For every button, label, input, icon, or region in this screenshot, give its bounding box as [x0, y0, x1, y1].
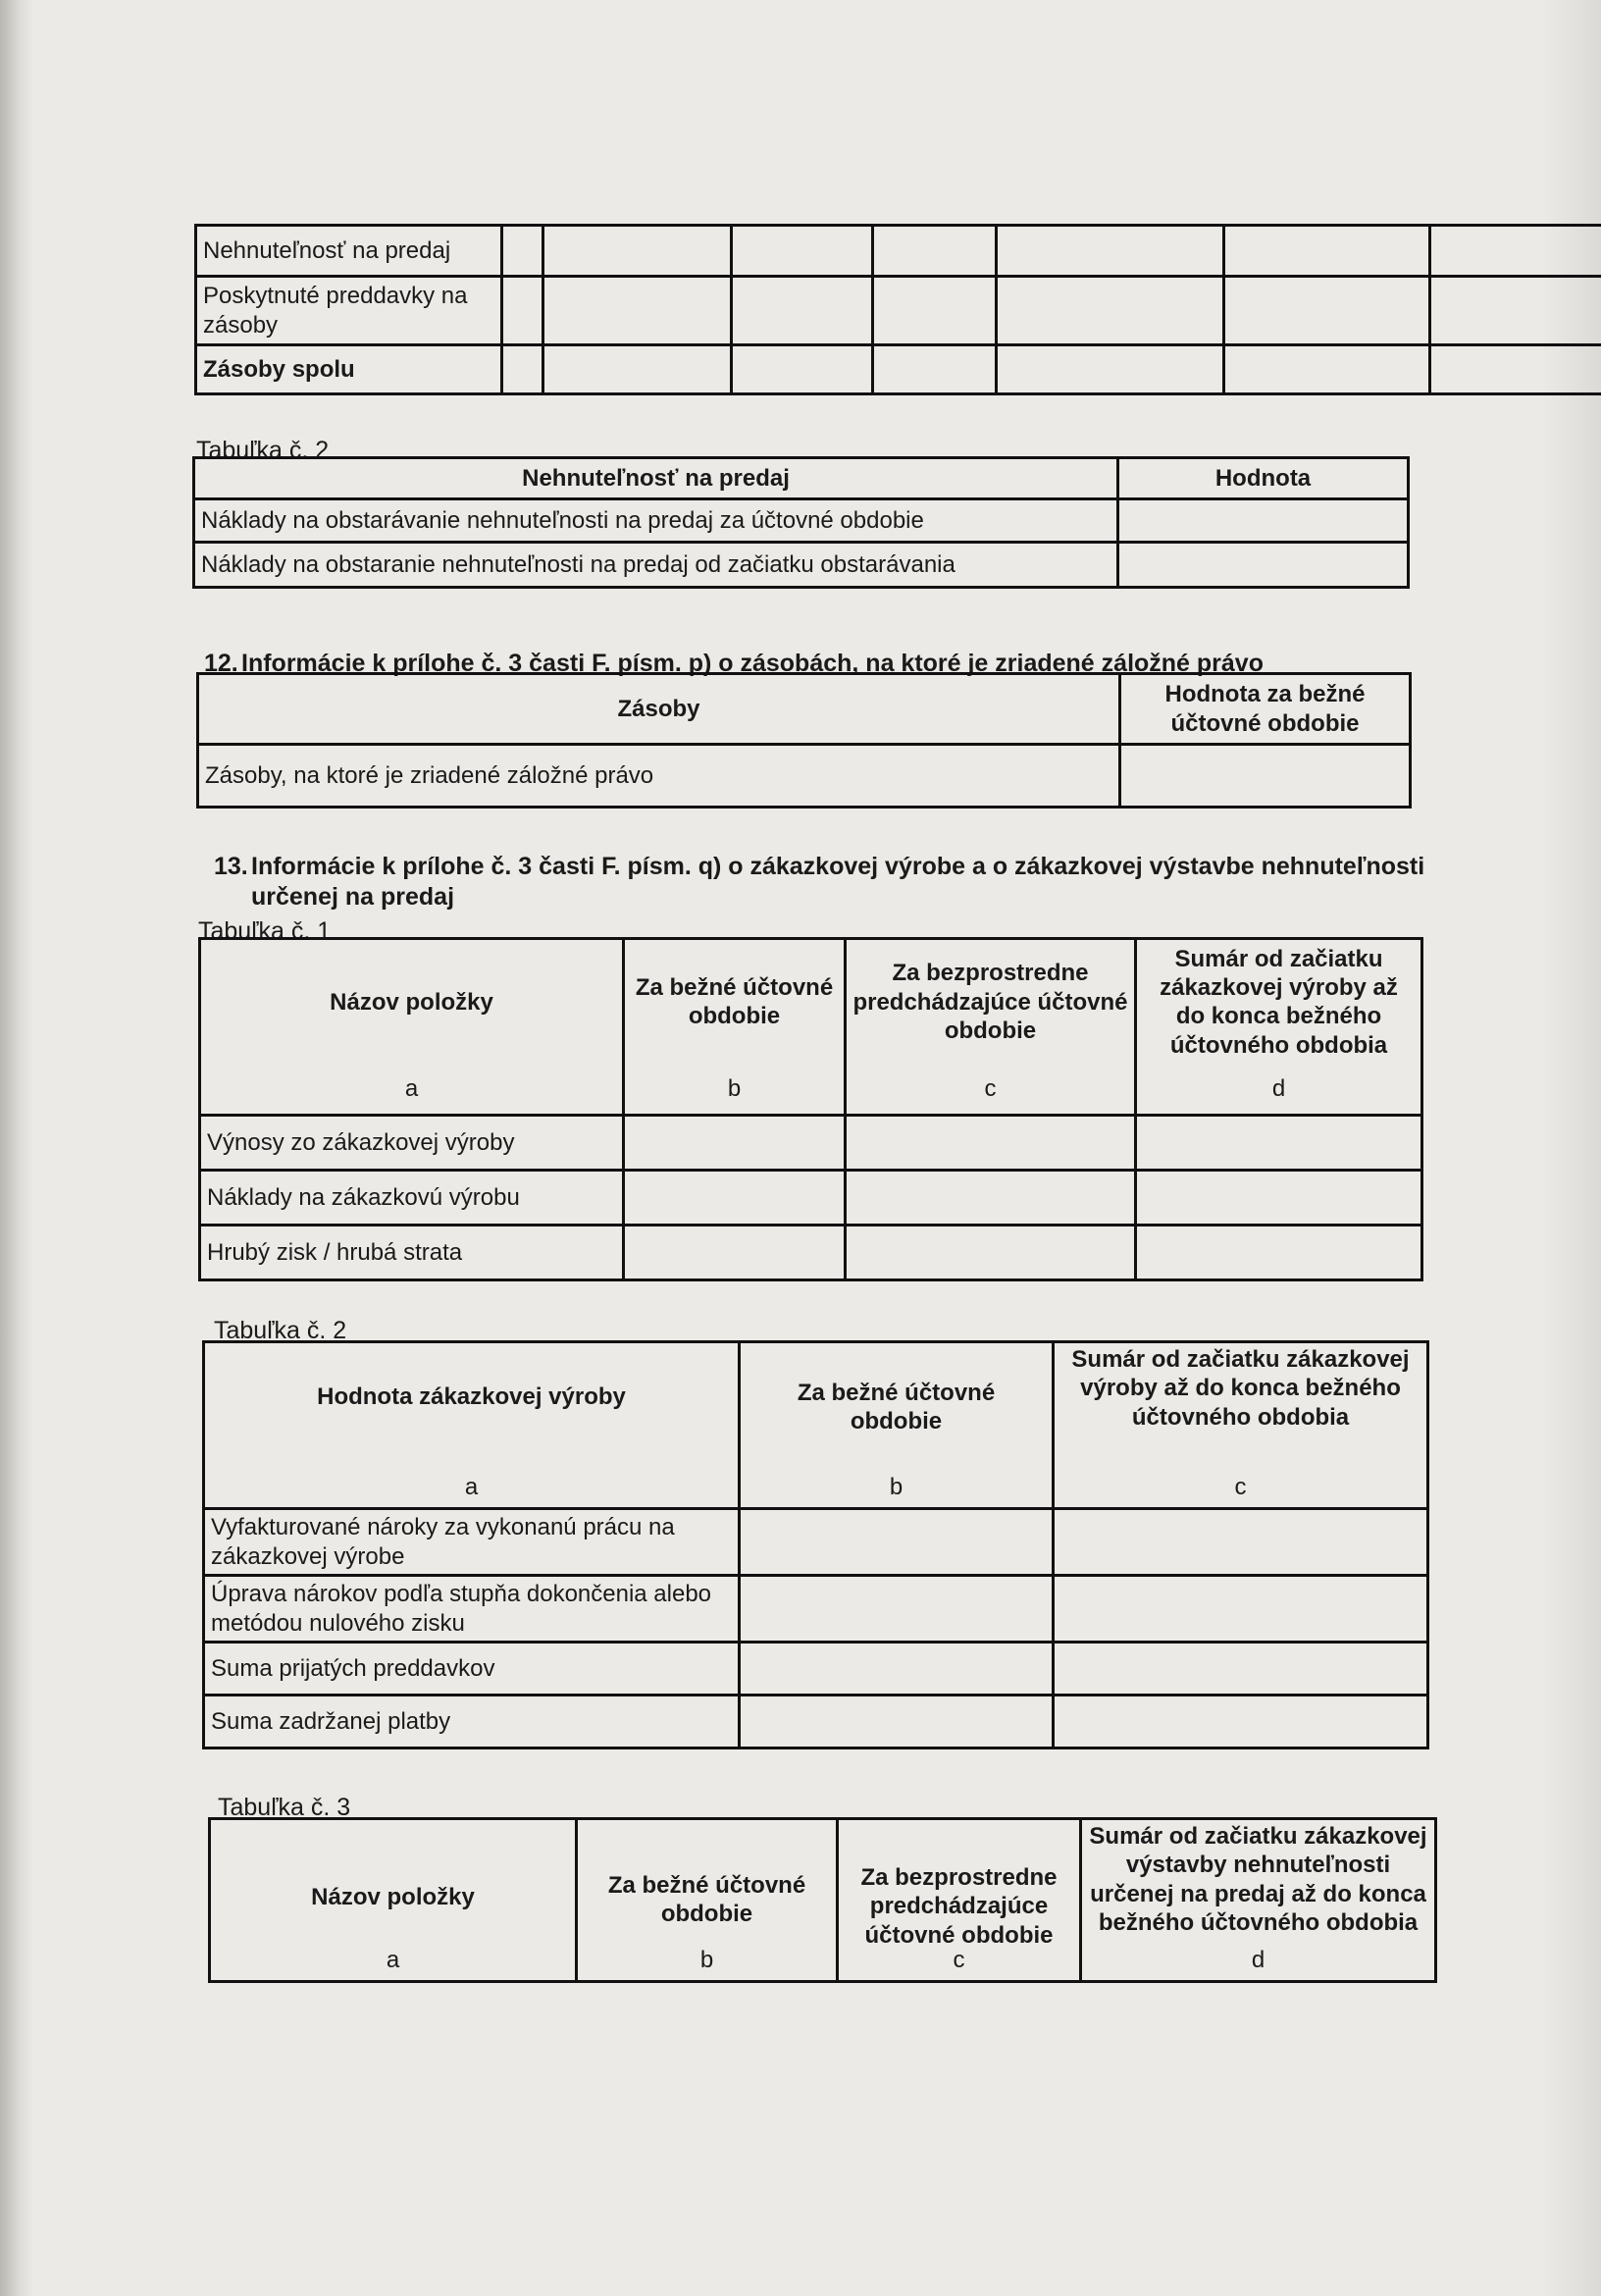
table-row-label: Suma prijatých preddavkov: [204, 1643, 740, 1696]
column-letter: c: [846, 1065, 1136, 1116]
value-cell[interactable]: [997, 345, 1224, 394]
value-cell[interactable]: [1054, 1509, 1428, 1576]
column-header-cell: [1054, 1342, 1428, 1509]
column-header-cell: [1081, 1819, 1436, 1982]
section-title: Informácie k prílohe č. 3 časti F. písm. q) o zákazkovej výrobe a o zákazkovej výstavbe nehnuteľnosti: [251, 853, 1425, 880]
value-cell[interactable]: [1430, 345, 1601, 394]
value-cell[interactable]: [846, 1226, 1136, 1280]
column-letter: c: [953, 1946, 965, 1973]
column-header: Sumár od začiatku zákazkovej výstavby nehnuteľnosti určenej na predaj až do konca bežného účtovného obdobia: [1089, 1823, 1427, 1936]
contract-production-table-2: [202, 1340, 1429, 1749]
table-row-label: Zásoby spolu: [196, 345, 502, 394]
column-header: Hodnota za bežné účtovné obdobie: [1120, 674, 1411, 745]
table-caption: Tabuľka č. 2: [214, 1317, 347, 1344]
value-cell[interactable]: [732, 345, 873, 394]
section-13-heading: [214, 852, 1430, 913]
column-header: Hodnota zákazkovej výroby: [317, 1383, 626, 1410]
column-header-cell: [204, 1342, 740, 1509]
table-row-label: Úprava nárokov podľa stupňa dokončenia alebo metódou nulového zisku: [204, 1576, 740, 1643]
column-letter: a: [386, 1946, 400, 1973]
column-letter: b: [699, 1946, 714, 1973]
value-cell[interactable]: [1054, 1643, 1428, 1696]
section-number: 12.: [204, 650, 238, 677]
value-cell[interactable]: [1120, 745, 1411, 808]
contract-production-table-1: [198, 937, 1423, 1281]
column-header: Nehnuteľnosť na predaj: [194, 458, 1118, 499]
table-row-label: Náklady na zákazkovú výrobu: [200, 1171, 624, 1226]
value-cell[interactable]: [1430, 277, 1601, 345]
value-cell[interactable]: [624, 1171, 846, 1226]
table-row-label: Poskytnuté preddavky na zásoby: [196, 277, 502, 345]
column-letter: b: [624, 1065, 846, 1116]
table-row-label: Nehnuteľnosť na predaj: [196, 226, 502, 277]
column-header-cell: [740, 1342, 1054, 1509]
scan-left-edge: [0, 0, 33, 2296]
table-row-label: Suma zadržanej platby: [204, 1696, 740, 1748]
value-cell[interactable]: [740, 1696, 1054, 1748]
value-cell[interactable]: [740, 1576, 1054, 1643]
value-cell[interactable]: [1054, 1696, 1428, 1748]
value-cell[interactable]: [543, 345, 732, 394]
column-header: Sumár od začiatku zákazkovej výroby až do konca bežného účtovného obdobia: [1136, 939, 1422, 1065]
value-cell[interactable]: [502, 226, 543, 277]
column-letter: c: [1234, 1473, 1247, 1500]
real-estate-table: [192, 456, 1410, 589]
value-cell[interactable]: [624, 1226, 846, 1280]
column-header: Názov položky: [311, 1884, 475, 1910]
value-cell[interactable]: [1224, 226, 1430, 277]
table-row-label: Výnosy zo zákazkovej výroby: [200, 1116, 624, 1171]
table-row-label: Zásoby, na ktoré je zriadené záložné právo: [198, 745, 1120, 808]
pledged-inventory-table: [196, 672, 1412, 809]
value-cell[interactable]: [502, 277, 543, 345]
section-number: 13.: [214, 853, 248, 880]
value-cell[interactable]: [732, 226, 873, 277]
column-header: Zásoby: [198, 674, 1120, 745]
table-caption: Tabuľka č. 3: [218, 1794, 351, 1821]
column-header: Názov položky: [200, 939, 624, 1065]
column-header: Hodnota: [1118, 458, 1409, 499]
value-cell[interactable]: [1118, 499, 1409, 543]
value-cell[interactable]: [873, 226, 997, 277]
value-cell[interactable]: [1430, 226, 1601, 277]
table-caption: Tabuľka č. 1: [198, 917, 332, 945]
column-header: Za bežné účtovné obdobie: [607, 1872, 806, 1928]
column-header: Za bežné účtovné obdobie: [797, 1380, 996, 1435]
value-cell[interactable]: [543, 226, 732, 277]
column-letter: d: [1136, 1065, 1422, 1116]
value-cell[interactable]: [502, 345, 543, 394]
value-cell[interactable]: [873, 277, 997, 345]
value-cell[interactable]: [543, 277, 732, 345]
column-letter: a: [464, 1473, 479, 1500]
value-cell[interactable]: [997, 226, 1224, 277]
value-cell[interactable]: [1136, 1226, 1422, 1280]
column-header: Za bezprostredne predchádzajúce účtovné obdobie: [846, 939, 1136, 1065]
table-caption: Tabuľka č. 2: [196, 437, 330, 464]
column-letter: d: [1251, 1946, 1265, 1973]
section-title: Informácie k prílohe č. 3 časti F. písm. p) o zásobách, na ktoré je zriadené záložné právo: [241, 650, 1264, 677]
section-title-continued: určenej na predaj: [251, 883, 455, 912]
value-cell[interactable]: [846, 1116, 1136, 1171]
column-letter: b: [889, 1473, 904, 1500]
inventory-summary-table: [194, 224, 1601, 395]
table-row-label: Hrubý zisk / hrubá strata: [200, 1226, 624, 1280]
real-estate-construction-table: [208, 1817, 1437, 1983]
table-row-label: Vyfakturované nároky za vykonanú prácu na zákazkovej výrobe: [204, 1509, 740, 1576]
table-row-label: Náklady na obstaranie nehnuteľnosti na predaj od začiatku obstarávania: [194, 543, 1118, 588]
column-header: Sumár od začiatku zákazkovej výroby až do konca bežného účtovného obdobia: [1071, 1346, 1410, 1431]
table-row-label: Náklady na obstarávanie nehnuteľnosti na predaj za účtovné obdobie: [194, 499, 1118, 543]
column-header-cell: [210, 1819, 577, 1982]
value-cell[interactable]: [732, 277, 873, 345]
value-cell[interactable]: [1224, 277, 1430, 345]
value-cell[interactable]: [740, 1643, 1054, 1696]
value-cell[interactable]: [846, 1171, 1136, 1226]
value-cell[interactable]: [1118, 543, 1409, 588]
value-cell[interactable]: [1136, 1116, 1422, 1171]
column-header: Za bezprostredne predchádzajúce účtovné obdobie: [860, 1864, 1058, 1949]
value-cell[interactable]: [997, 277, 1224, 345]
value-cell[interactable]: [873, 345, 997, 394]
value-cell[interactable]: [740, 1509, 1054, 1576]
value-cell[interactable]: [1054, 1576, 1428, 1643]
value-cell[interactable]: [1224, 345, 1430, 394]
value-cell[interactable]: [624, 1116, 846, 1171]
column-header-cell: [577, 1819, 838, 1982]
value-cell[interactable]: [1136, 1171, 1422, 1226]
column-header: Za bežné účtovné obdobie: [624, 939, 846, 1065]
column-letter: a: [200, 1065, 624, 1116]
column-header-cell: [838, 1819, 1081, 1982]
